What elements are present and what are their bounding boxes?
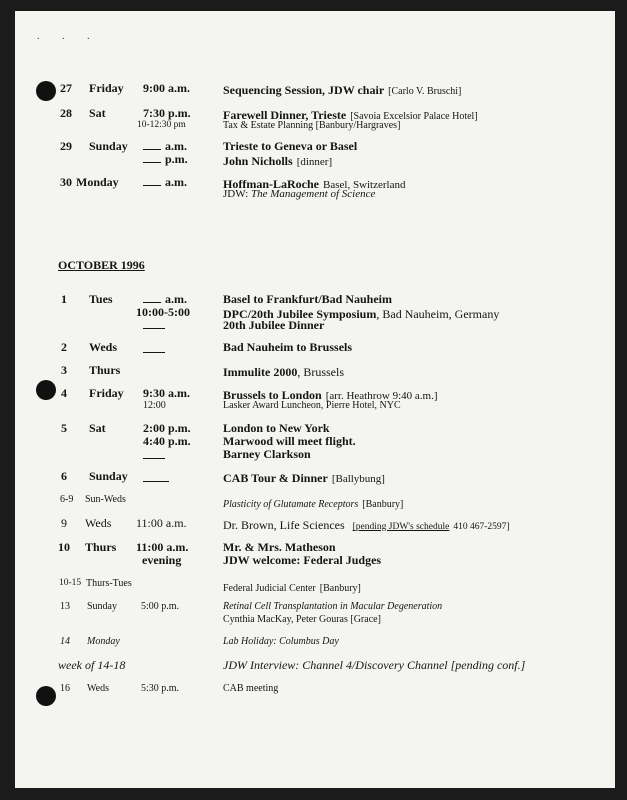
entry-time-secondary: 12:00 xyxy=(143,400,166,411)
entry-detail: Barney Clarkson xyxy=(223,447,311,461)
entry-date-range: week of 14-18 xyxy=(58,658,126,672)
entry-title-line xyxy=(223,81,461,99)
entry-time: a.m. xyxy=(143,175,187,190)
entry-detail: Cynthia MacKay, Peter Gouras [Grace] xyxy=(223,614,381,625)
entry-title: Bad Nauheim to Brussels xyxy=(223,340,353,354)
entry-title: Sequencing Session, JDW chair xyxy=(223,83,385,97)
entry-date: 10-15 xyxy=(59,578,82,588)
entry-day: Weds xyxy=(89,340,118,354)
entry-date: 2 xyxy=(61,340,67,354)
entry-day: Friday xyxy=(89,81,124,95)
entry-date: 10 xyxy=(58,540,70,554)
entry-time-secondary: p.m. xyxy=(143,152,188,167)
entry-time: 9:30 a.m. xyxy=(143,386,190,400)
entry-detail: Lasker Award Luncheon, Pierre Hotel, NYC xyxy=(223,400,401,411)
entry-title: JDW Interview: Channel 4/Discovery Channel [pending conf.] xyxy=(223,658,526,672)
entry-date: 6 xyxy=(61,469,67,483)
entry-title: Lab Holiday: Columbus Day xyxy=(223,636,339,647)
time-blank xyxy=(143,340,165,358)
entry-day: Sun-Weds xyxy=(85,494,126,505)
time-blank xyxy=(143,469,169,487)
entry-day: Sat xyxy=(89,106,106,120)
entry-title-line: CAB Tour & Dinner [Ballybung] xyxy=(223,471,385,485)
entry-date: 5 xyxy=(61,421,67,435)
entry-date: 30 xyxy=(60,175,72,189)
entry-day: Sunday xyxy=(89,469,128,483)
entry-detail: Tax & Estate Planning [Banbury/Hargraves] xyxy=(223,120,401,131)
entry-time-secondary: evening xyxy=(142,553,182,567)
entry-title: Trieste to Geneva or Basel xyxy=(223,139,358,153)
punch-hole xyxy=(36,380,56,400)
entry-title: Retinal Cell Transplantation in Macular Degeneration xyxy=(223,601,443,612)
entry-title: Farewell Dinner, Trieste xyxy=(223,108,347,122)
entry-title: CAB meeting xyxy=(223,683,279,694)
entry-date: 29 xyxy=(60,139,72,153)
entry-detail: 20th Jubilee Dinner xyxy=(223,318,325,332)
entry-detail: JDW welcome: Federal Judges xyxy=(223,553,382,567)
entry-title-line: Dr. Brown, Life Sciences [pending JDW's schedule 410 467-2597] xyxy=(223,518,510,532)
time-blank xyxy=(143,446,165,464)
entry-day: Sat xyxy=(89,421,106,435)
entry-date: 9 xyxy=(61,516,67,530)
entry-date: 27 xyxy=(60,81,72,95)
entry-day: Weds xyxy=(87,683,109,694)
entry-date: 13 xyxy=(60,601,70,612)
entry-title: London to New York xyxy=(223,421,330,435)
entry-day: Monday xyxy=(87,636,120,647)
time-blank xyxy=(143,316,165,334)
entry-time-secondary: 10-12:30 pm xyxy=(137,120,186,130)
punch-hole xyxy=(36,686,56,706)
entry-date: 14 xyxy=(60,636,70,647)
entry-day: Sunday xyxy=(89,139,128,153)
entry-time: 5:00 p.m. xyxy=(141,601,180,612)
entry-time-secondary: 10:00-5:00 xyxy=(136,305,190,319)
entry-title-line: Plasticity of Glutamate Receptors [Banbury] xyxy=(223,499,404,510)
entry-title: Basel to Frankfurt/Bad Nauheim xyxy=(223,292,393,306)
entry-time: 5:30 p.m. xyxy=(141,683,180,694)
entry-day: Tues xyxy=(89,292,113,306)
entry-title-line: Immulite 2000, Brussels xyxy=(223,365,344,379)
entry-title-line: Federal Judicial Center [Banbury] xyxy=(223,583,361,594)
entry-day: Monday xyxy=(76,175,119,189)
entry-date: 1 xyxy=(61,292,67,306)
entry-detail: JDW: The Management of Science xyxy=(223,188,376,200)
entry-day: Thurs xyxy=(85,540,117,554)
time-blank xyxy=(143,293,161,303)
entry-title: Mr. & Mrs. Matheson xyxy=(223,540,336,554)
entry-time: a.m. xyxy=(143,139,187,154)
punch-hole xyxy=(36,81,56,101)
entry-date: 3 xyxy=(61,363,67,377)
entry-date: 6-9 xyxy=(60,494,74,505)
entry-day: Thurs-Tues xyxy=(86,578,132,589)
document-page xyxy=(15,11,615,788)
entry-note: [Savoia Excelsior Palace Hotel] xyxy=(350,111,478,122)
entry-time: 7:30 p.m. xyxy=(143,106,191,120)
time-blank xyxy=(143,176,161,186)
entry-date: 4 xyxy=(61,386,67,400)
entry-note: [Carlo V. Bruschi] xyxy=(388,86,462,97)
entry-time: 2:00 p.m. xyxy=(143,421,191,435)
time-blank xyxy=(143,153,161,163)
entry-detail: John Nicholls [dinner] xyxy=(223,154,333,168)
entry-title-line: Brussels to London [arr. Heathrow 9:40 a.m.] xyxy=(223,388,438,402)
entry-date: 16 xyxy=(60,683,70,694)
entry-time: 9:00 a.m. xyxy=(143,81,190,95)
entry-time: 11:00 a.m. xyxy=(136,516,187,530)
entry-day: Friday xyxy=(89,386,124,400)
entry-detail: Marwood will meet flight. xyxy=(223,434,356,448)
entry-day: Sunday xyxy=(87,601,117,612)
entry-time: a.m. xyxy=(143,292,187,307)
entry-date: 28 xyxy=(60,106,72,120)
time-blank xyxy=(143,140,161,150)
month-heading: OCTOBER 1996 xyxy=(58,258,145,272)
entry-time-secondary: 4:40 p.m. xyxy=(143,434,191,448)
entry-day: Thurs xyxy=(89,363,121,377)
entry-title-line: Hoffman-LaRoche Basel, Switzerland xyxy=(223,177,406,191)
entry-detail: DPC/20th Jubilee Symposium, Bad Nauheim, Germany xyxy=(223,307,500,321)
entry-time: 11:00 a.m. xyxy=(136,540,189,554)
header-marks: . . . xyxy=(37,31,100,42)
entry-day: Weds xyxy=(85,516,112,530)
